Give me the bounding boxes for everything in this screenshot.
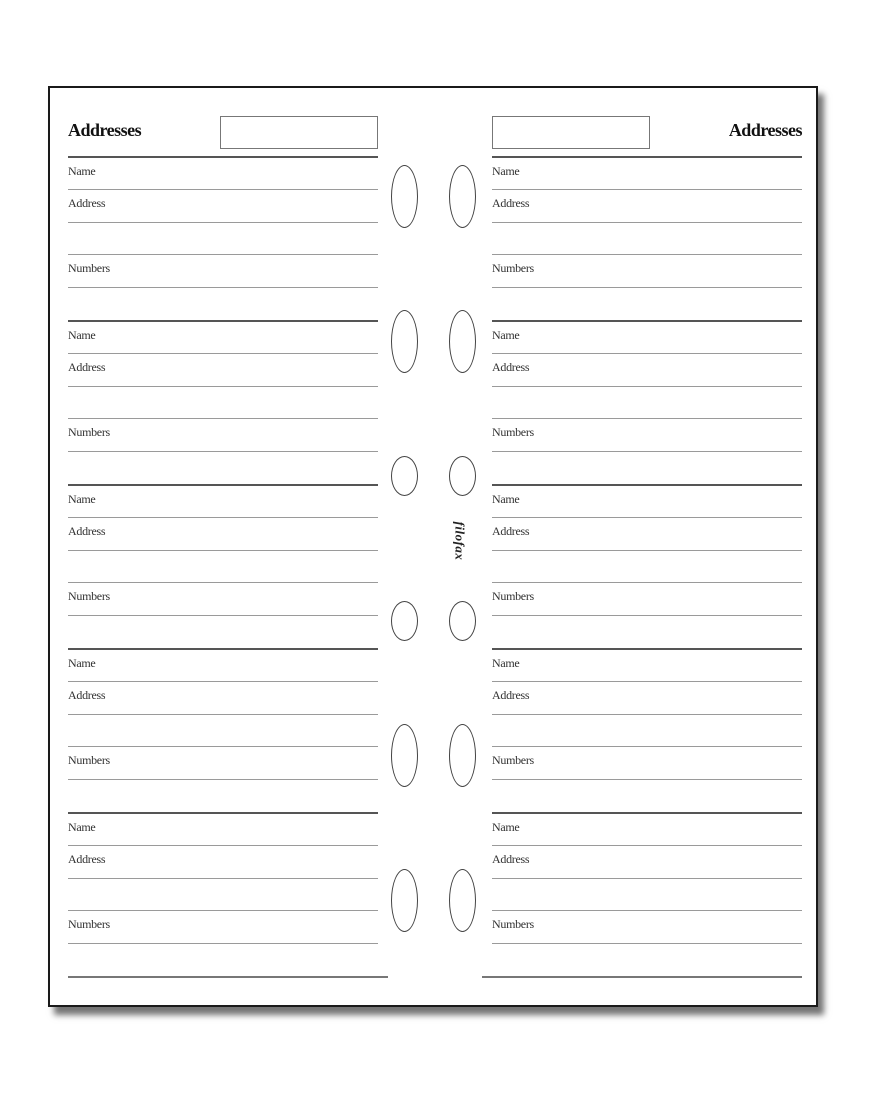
binder-hole-icon (449, 310, 476, 373)
brand-text: filofax (452, 521, 468, 561)
bottom-rule (482, 976, 802, 978)
numbers-label: Numbers (492, 425, 534, 440)
name-line[interactable] (492, 320, 802, 353)
address-line[interactable] (492, 517, 802, 550)
address-entry (492, 156, 802, 320)
numbers-line[interactable] (492, 254, 802, 287)
address-line-2[interactable] (492, 386, 802, 419)
address-entry (68, 320, 378, 484)
name-label: Name (68, 655, 96, 670)
numbers-label: Numbers (68, 261, 110, 276)
numbers-line[interactable] (68, 582, 378, 615)
address-entry (492, 648, 802, 812)
numbers-line-2[interactable] (492, 451, 802, 484)
numbers-line-2[interactable] (68, 451, 378, 484)
address-label: Address (492, 195, 530, 210)
bottom-rule (68, 976, 388, 978)
address-label: Address (492, 523, 530, 538)
name-line[interactable] (492, 156, 802, 189)
binder-hole-icon (391, 310, 418, 373)
binder-hole-icon (449, 165, 476, 228)
name-label: Name (68, 491, 96, 506)
address-entry (68, 484, 378, 648)
address-label: Address (68, 523, 106, 538)
numbers-line-2[interactable] (492, 287, 802, 320)
address-entry (492, 320, 802, 484)
address-entry (492, 812, 802, 976)
name-line[interactable] (68, 648, 378, 681)
address-label: Address (492, 851, 530, 866)
address-line-2[interactable] (68, 714, 378, 747)
numbers-line[interactable] (68, 254, 378, 287)
name-label: Name (492, 655, 520, 670)
name-label: Name (492, 327, 520, 342)
address-line-2[interactable] (68, 878, 378, 911)
address-line[interactable] (68, 353, 378, 386)
left-page (68, 88, 378, 978)
numbers-line[interactable] (492, 418, 802, 451)
address-line-2[interactable] (492, 222, 802, 255)
name-line[interactable] (68, 320, 378, 353)
binder-hole-icon (391, 456, 418, 496)
brand-logo (448, 506, 470, 576)
name-line[interactable] (492, 812, 802, 845)
address-line-2[interactable] (68, 550, 378, 583)
left-page-title: Addresses (68, 120, 142, 140)
address-label: Address (68, 687, 106, 702)
binder-hole-icon (449, 456, 476, 496)
address-label: Address (68, 195, 106, 210)
numbers-line[interactable] (68, 746, 378, 779)
numbers-label: Numbers (68, 425, 110, 440)
address-line[interactable] (492, 353, 802, 386)
address-line[interactable] (492, 845, 802, 878)
address-line[interactable] (492, 681, 802, 714)
numbers-line[interactable] (68, 910, 378, 943)
name-label: Name (492, 164, 520, 178)
name-label: Name (68, 819, 96, 834)
right-index-box[interactable] (492, 116, 650, 149)
address-entry (68, 648, 378, 812)
address-line-2[interactable] (492, 878, 802, 911)
left-index-box[interactable] (220, 116, 378, 149)
address-line[interactable] (492, 189, 802, 222)
numbers-line[interactable] (68, 418, 378, 451)
numbers-line-2[interactable] (492, 615, 802, 648)
address-label: Address (68, 851, 106, 866)
right-page-title: Addresses (728, 120, 802, 140)
binder-hole-icon (449, 601, 476, 641)
numbers-line[interactable] (492, 746, 802, 779)
address-line-2[interactable] (68, 386, 378, 419)
name-line[interactable] (68, 156, 378, 189)
address-line-2[interactable] (68, 222, 378, 255)
name-label: Name (68, 327, 96, 342)
left-page-header (68, 88, 378, 156)
numbers-line-2[interactable] (68, 615, 378, 648)
name-line[interactable] (492, 648, 802, 681)
numbers-line[interactable] (492, 910, 802, 943)
binder-hole-icon (391, 601, 418, 641)
numbers-label: Numbers (68, 917, 110, 932)
address-line-2[interactable] (492, 550, 802, 583)
numbers-line[interactable] (492, 582, 802, 615)
numbers-label: Numbers (68, 753, 110, 768)
address-entry (68, 156, 378, 320)
name-label: Name (68, 164, 96, 178)
numbers-line-2[interactable] (68, 943, 378, 976)
numbers-label: Numbers (492, 261, 534, 276)
binder-hole-icon (391, 724, 418, 787)
numbers-label: Numbers (492, 917, 534, 932)
name-line[interactable] (68, 484, 378, 517)
binder-hole-icon (449, 869, 476, 932)
address-line[interactable] (68, 845, 378, 878)
numbers-line-2[interactable] (68, 287, 378, 320)
name-label: Name (492, 819, 520, 834)
numbers-label: Numbers (68, 589, 110, 604)
address-label: Address (492, 359, 530, 374)
right-page (492, 88, 802, 978)
address-line-2[interactable] (492, 714, 802, 747)
numbers-line-2[interactable] (68, 779, 378, 812)
numbers-line-2[interactable] (492, 943, 802, 976)
numbers-line-2[interactable] (492, 779, 802, 812)
address-label: Address (68, 359, 106, 374)
address-line[interactable] (68, 681, 378, 714)
address-label: Address (492, 687, 530, 702)
numbers-label: Numbers (492, 753, 534, 768)
binder-hole-icon (391, 869, 418, 932)
address-entry (492, 484, 802, 648)
address-entry (68, 812, 378, 976)
binder-hole-icon (391, 165, 418, 228)
name-label: Name (492, 491, 520, 506)
address-sheet (48, 86, 818, 1007)
address-line[interactable] (68, 189, 378, 222)
binder-hole-icon (449, 724, 476, 787)
name-line[interactable] (68, 812, 378, 845)
address-line[interactable] (68, 517, 378, 550)
name-line[interactable] (492, 484, 802, 517)
numbers-label: Numbers (492, 589, 534, 604)
right-page-header (492, 88, 802, 156)
